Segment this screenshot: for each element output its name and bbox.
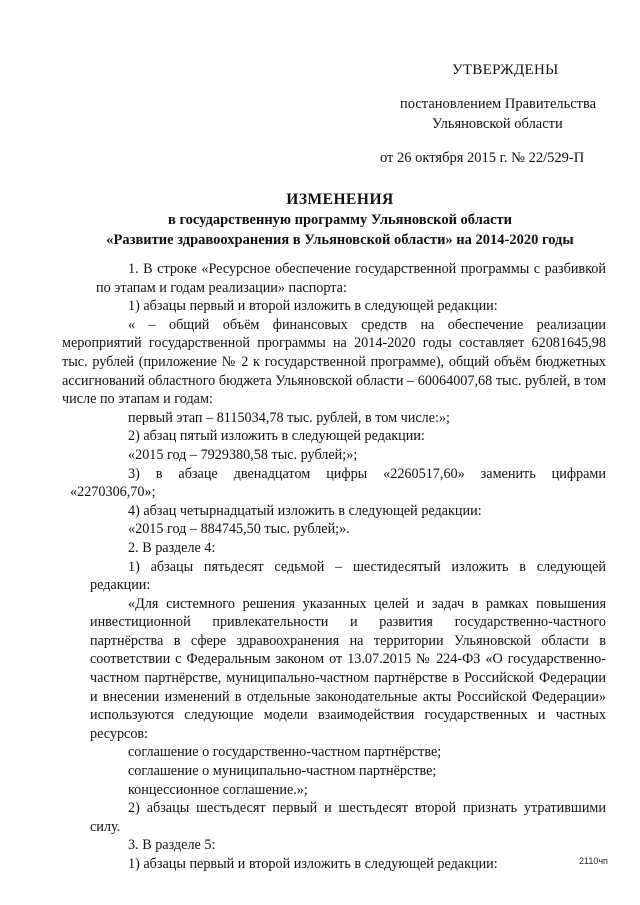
paragraph-8: 4) абзац четырнадцатый изложить в следующей редакции: [128, 502, 482, 519]
paragraph-10: 2. В разделе 4: [128, 539, 216, 556]
paragraph-1: 1. В строке «Ресурсное обеспечение государственной программы с разбивкой по этапам и годам реализации» паспорта: [96, 261, 606, 296]
document-heading [80, 190, 600, 250]
footer-code: 2110чп [579, 856, 608, 866]
paragraph-5: 2) абзац пятый изложить в следующей редакции: [128, 428, 425, 445]
paragraph-11: 1) абзацы пятьдесят седьмой – шестидесятый изложить в следующей редакции: [90, 558, 606, 594]
paragraph-7: 3) в абзаце двенадцатом цифры «2260517,60» заменить цифрами «2270306,70»; [70, 465, 606, 501]
approval-date: от 26 октября 2015 г. № 22/529-П [380, 150, 585, 166]
paragraph-4: первый этап – 8115034,78 тыс. рублей, в том числе:»; [128, 409, 450, 426]
heading-title: ИЗМЕНЕНИЯ [286, 191, 394, 208]
paragraph-6: «2015 год – 7929380,58 тыс. рублей;»; [128, 446, 358, 463]
paragraph-16: 2) абзацы шестьдесят первый и шестьдесят второй признать утратившими силу. [90, 800, 606, 835]
paragraph-14: соглашение о муниципально-частном партнёрстве; [128, 763, 437, 780]
paragraph-3: « – общий объём финансовых средств на обеспечение реализации мероприятий государственной программы на 2014-2020 годы составляет 62081645,98 тыс. рублей (приложение № 2 к государственной программе), общий объём бюджетных ассигнований областного бюджета Ульяновской области – 60064007,68 тыс. рублей, в том числе по этапам и годам: [62, 316, 606, 408]
paragraph-13: соглашение о государственно-частном партнёрстве; [128, 744, 442, 761]
paragraph-15: концессионное соглашение.»; [128, 781, 308, 798]
approval-stamp [380, 60, 610, 168]
approval-title: УТВЕРЖДЕНЫ [452, 62, 559, 78]
heading-line-1: в государственную программу Ульяновской области [167, 212, 512, 228]
paragraph-17: 3. В разделе 5: [128, 837, 216, 854]
approval-line-2: Ульяновской области [432, 116, 563, 132]
paragraph-9: «2015 год – 884745,50 тыс. рублей;». [128, 521, 350, 538]
paragraph-12: «Для системного решения указанных целей и задач в рамках повышения инвестиционной привлекательности и развития государственно-частного партнёрства в сфере здравоохранения на территории Ульяновской области в соответствии с Федеральным законом от 13.07.2015 № 224-ФЗ «О государственно-частном партнёрстве, муниципально-частном партнёрстве в Российской Федерации и внесении изменений в отдельные законодательные акты Российской Федерации» используются следующие модели взаимодействия государственных и частных ресурсов: [90, 595, 606, 742]
document-body [62, 260, 606, 874]
paragraph-18: 1) абзацы первый и второй изложить в следующей редакции: [128, 856, 498, 872]
approval-line-1: постановлением Правительства [400, 96, 597, 112]
heading-line-2: «Развитие здравоохранения в Ульяновской области» на 2014-2020 годы [106, 232, 574, 248]
paragraph-2: 1) абзацы первый и второй изложить в следующей редакции: [128, 298, 498, 315]
